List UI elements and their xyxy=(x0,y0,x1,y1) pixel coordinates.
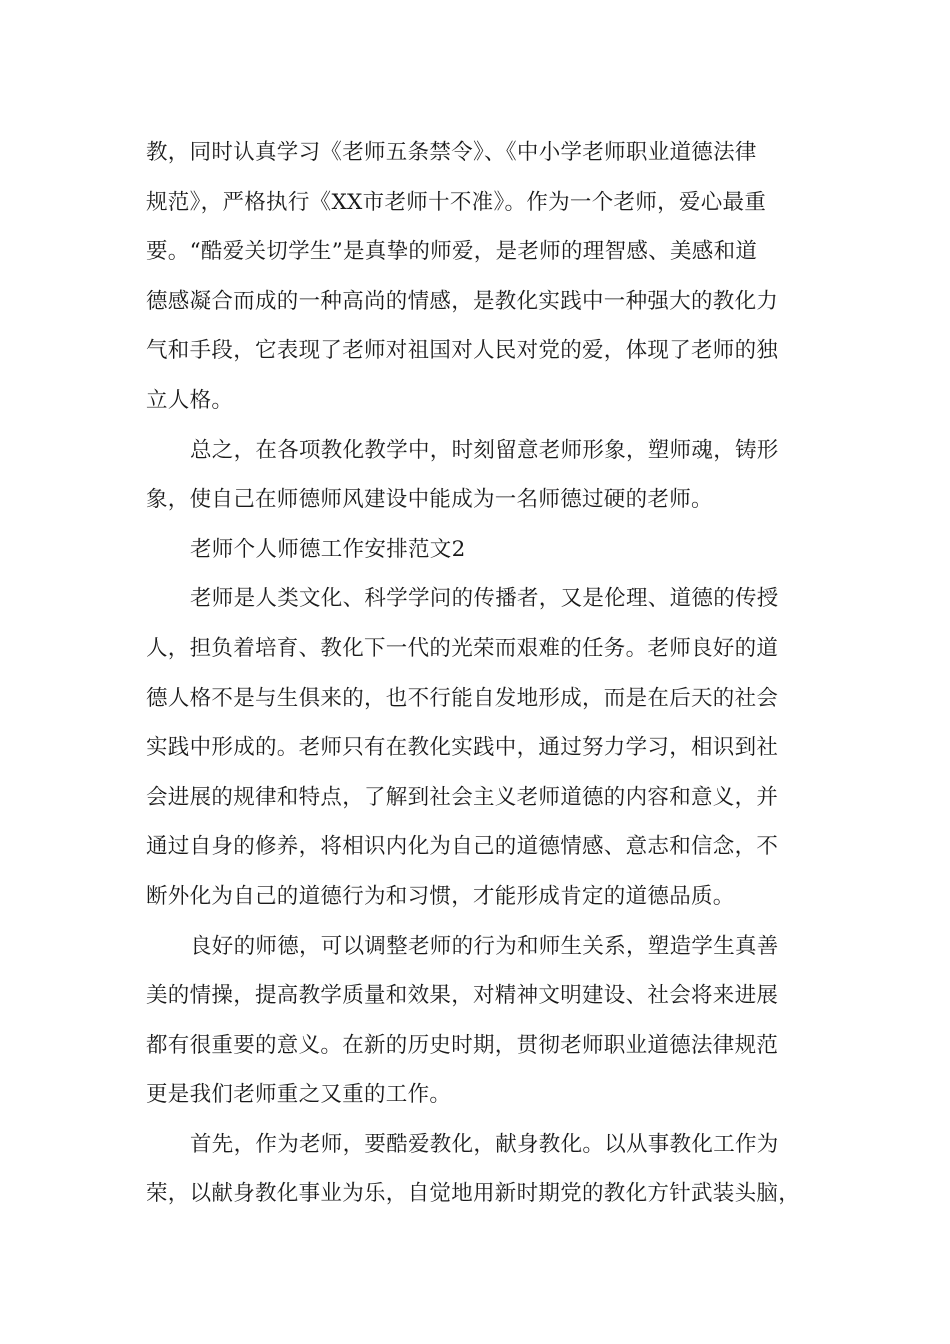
paragraph xyxy=(146,574,826,921)
text-line: 美的情操，提高教学质量和效果，对精神文明建设、社会将来进展 xyxy=(146,983,779,1009)
text-line: 气和手段，它表现了老师对祖国对人民对党的爱，体现了老师的独 xyxy=(146,338,779,364)
text-line: 德人格不是与生俱来的，也不行能自发地形成，而是在后天的社会 xyxy=(146,685,779,711)
paragraph xyxy=(146,1120,826,1219)
text-line: 通过自身的修养，将相识内化为自己的道德情感、意志和信念，不 xyxy=(146,834,779,860)
text-line: 更是我们老师重之又重的工作。 xyxy=(146,1082,452,1108)
paragraph xyxy=(146,426,826,525)
text-line: 德感凝合而成的一种高尚的情感，是教化实践中一种强大的教化力 xyxy=(146,288,779,314)
text-line: 立人格。 xyxy=(146,387,234,413)
paragraph xyxy=(146,922,826,1120)
text-line: 首先，作为老师，要酷爱教化，献身教化。以从事教化工作为 xyxy=(190,1131,779,1157)
text-line: 教，同时认真学习《老师五条禁令》、《中小学老师职业道德法律 xyxy=(146,140,757,165)
text-line: 老师是人类文化、科学学问的传播者，又是伦理、道德的传授 xyxy=(190,586,779,612)
text-line: 要。“酷爱关切学生”是真挚的师爱，是老师的理智感、美感和道 xyxy=(146,239,758,265)
section-heading xyxy=(146,525,826,575)
text-line: 良好的师德，可以调整老师的行为和师生关系，塑造学生真善 xyxy=(190,933,779,959)
text-line: 断外化为自己的道德行为和习惯，才能形成肯定的道德品质。 xyxy=(146,883,735,909)
text-line: 规范》，严格执行《XX市老师十不准》。作为一个老师，爱心最重 xyxy=(146,189,767,215)
text-line: 实践中形成的。老师只有在教化实践中，通过努力学习，相识到社 xyxy=(146,735,779,761)
heading-text: 老师个人师德工作安排范文2 xyxy=(190,536,466,562)
text-line: 会进展的规律和特点，了解到社会主义老师道德的内容和意义，并 xyxy=(146,784,779,810)
text-line: 荣，以献身教化事业为乐，自觉地用新时期党的教化方针武装头脑， xyxy=(146,1181,801,1207)
text-line: 象，使自己在师德师风建设中能成为一名师德过硬的老师。 xyxy=(146,487,713,513)
document-body xyxy=(146,128,826,1219)
text-line: 人，担负着培育、教化下一代的光荣而艰难的任务。老师良好的道 xyxy=(146,635,779,661)
text-line: 都有很重要的意义。在新的历史时期，贯彻老师职业道德法律规范 xyxy=(146,1032,779,1058)
text-line: 总之，在各项教化教学中，时刻留意老师形象，塑师魂，铸形 xyxy=(190,437,779,463)
paragraph xyxy=(146,128,826,426)
